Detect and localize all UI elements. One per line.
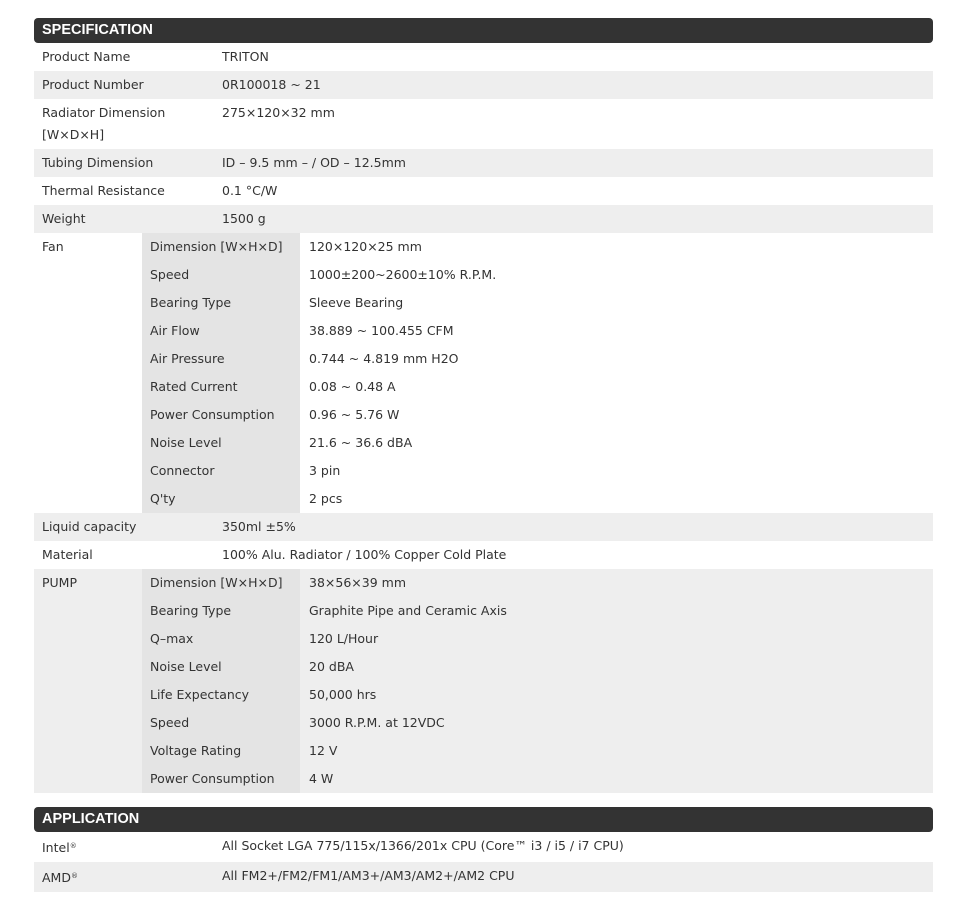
fan-row xyxy=(142,401,933,429)
pump-value: Graphite Pipe and Ceramic Axis xyxy=(309,603,507,618)
spec-value: 0R100018 ~ 21 xyxy=(222,77,321,92)
fan-value: 3 pin xyxy=(309,463,341,478)
fan-label: Bearing Type xyxy=(142,289,300,317)
fan-label: Speed xyxy=(142,261,300,289)
fan-value: 0.08 ~ 0.48 A xyxy=(309,379,396,394)
pump-label: Speed xyxy=(142,709,300,737)
fan-row xyxy=(142,233,933,261)
pump-label: Power Consumption xyxy=(142,765,300,793)
app-value: All Socket LGA 775/115x/1366/201x CPU (Core™ i3 / i5 / i7 CPU) xyxy=(222,838,624,853)
spec-label: Liquid capacity xyxy=(42,519,137,534)
fan-group-label: Fan xyxy=(42,239,64,254)
pump-label: Noise Level xyxy=(142,653,300,681)
fan-value: Sleeve Bearing xyxy=(309,295,404,310)
spec-value: 100% Alu. Radiator / 100% Copper Cold Plate xyxy=(222,547,507,562)
fan-label: Air Pressure xyxy=(142,345,300,373)
pump-row xyxy=(142,765,933,793)
pump-group-label: PUMP xyxy=(42,575,78,590)
spec-value: ID – 9.5 mm – / OD – 12.5mm xyxy=(222,155,406,170)
pump-value: 38×56×39 mm xyxy=(309,575,406,590)
spec-row-thermal-resistance xyxy=(34,177,933,205)
spec-value: 350ml ±5% xyxy=(222,519,296,534)
pump-row xyxy=(142,625,933,653)
fan-row xyxy=(142,457,933,485)
application-section xyxy=(34,807,933,892)
app-label xyxy=(34,862,214,892)
fan-value: 0.96 ~ 5.76 W xyxy=(309,407,400,422)
fan-value: 0.744 ~ 4.819 mm H2O xyxy=(309,351,459,366)
spec-row-radiator-dimension xyxy=(34,99,933,149)
spec-value: 275×120×32 mm xyxy=(222,105,335,120)
spec-label: Thermal Resistance xyxy=(42,183,165,198)
fan-value: 38.889 ~ 100.455 CFM xyxy=(309,323,454,338)
specification-section xyxy=(34,18,933,793)
app-row-amd xyxy=(34,862,933,892)
pump-row xyxy=(142,597,933,625)
pump-sub-table xyxy=(142,569,933,793)
pump-row xyxy=(142,681,933,709)
fan-label: Power Consumption xyxy=(142,401,300,429)
pump-label: Bearing Type xyxy=(142,597,300,625)
spec-label: Weight xyxy=(42,211,86,226)
fan-value: 2 pcs xyxy=(309,491,343,506)
pump-label: Q–max xyxy=(142,625,300,653)
spec-label: Radiator Dimension [W×D×H] xyxy=(42,105,166,142)
pump-value: 4 W xyxy=(309,771,334,786)
fan-row xyxy=(142,345,933,373)
pump-value: 3000 R.P.M. at 12VDC xyxy=(309,715,445,730)
pump-label: Dimension [W×H×D] xyxy=(142,569,300,597)
fan-label: Connector xyxy=(142,457,300,485)
spec-row-liquid-capacity xyxy=(34,513,933,541)
spec-row-product-name xyxy=(34,43,933,71)
spec-row-tubing-dimension xyxy=(34,149,933,177)
specification-header: SPECIFICATION xyxy=(34,18,933,43)
spec-row-material xyxy=(34,541,933,569)
fan-label: Air Flow xyxy=(142,317,300,345)
spec-row-product-number xyxy=(34,71,933,99)
fan-label: Q'ty xyxy=(142,485,300,513)
fan-row xyxy=(142,429,933,457)
registered-mark: ® xyxy=(70,872,78,880)
spec-label: Tubing Dimension xyxy=(42,155,154,170)
fan-row xyxy=(142,317,933,345)
fan-row xyxy=(142,261,933,289)
spec-label: Product Name xyxy=(42,49,131,64)
pump-label: Life Expectancy xyxy=(142,681,300,709)
fan-label: Rated Current xyxy=(142,373,300,401)
spec-label: Product Number xyxy=(42,77,144,92)
fan-sub-table xyxy=(142,233,933,513)
spec-value: 1500 g xyxy=(222,211,266,226)
fan-value: 120×120×25 mm xyxy=(309,239,422,254)
pump-row xyxy=(142,569,933,597)
pump-value: 120 L/Hour xyxy=(309,631,379,646)
fan-label: Dimension [W×H×D] xyxy=(142,233,300,261)
spec-value: 0.1 °C/W xyxy=(222,183,278,198)
spec-group-pump xyxy=(34,569,933,793)
pump-row xyxy=(142,653,933,681)
app-label-text: Intel xyxy=(42,840,70,855)
spec-value: TRITON xyxy=(222,49,269,64)
pump-value: 12 V xyxy=(309,743,338,758)
spec-row-weight xyxy=(34,205,933,233)
application-header: APPLICATION xyxy=(34,807,933,832)
spec-group-fan xyxy=(34,233,933,513)
fan-value: 1000±200~2600±10% R.P.M. xyxy=(309,267,497,282)
pump-value: 50,000 hrs xyxy=(309,687,377,702)
fan-row xyxy=(142,373,933,401)
pump-value: 20 dBA xyxy=(309,659,354,674)
registered-mark: ® xyxy=(69,842,77,850)
app-row-intel xyxy=(34,832,933,862)
pump-row xyxy=(142,709,933,737)
spec-label: Material xyxy=(42,547,93,562)
app-value: All FM2+/FM2/FM1/AM3+/AM3/AM2+/AM2 CPU xyxy=(222,868,515,883)
app-label xyxy=(34,832,214,862)
fan-row xyxy=(142,485,933,513)
fan-label: Noise Level xyxy=(142,429,300,457)
pump-label: Voltage Rating xyxy=(142,737,300,765)
fan-value: 21.6 ~ 36.6 dBA xyxy=(309,435,413,450)
fan-row xyxy=(142,289,933,317)
pump-row xyxy=(142,737,933,765)
app-label-text: AMD xyxy=(42,870,71,885)
